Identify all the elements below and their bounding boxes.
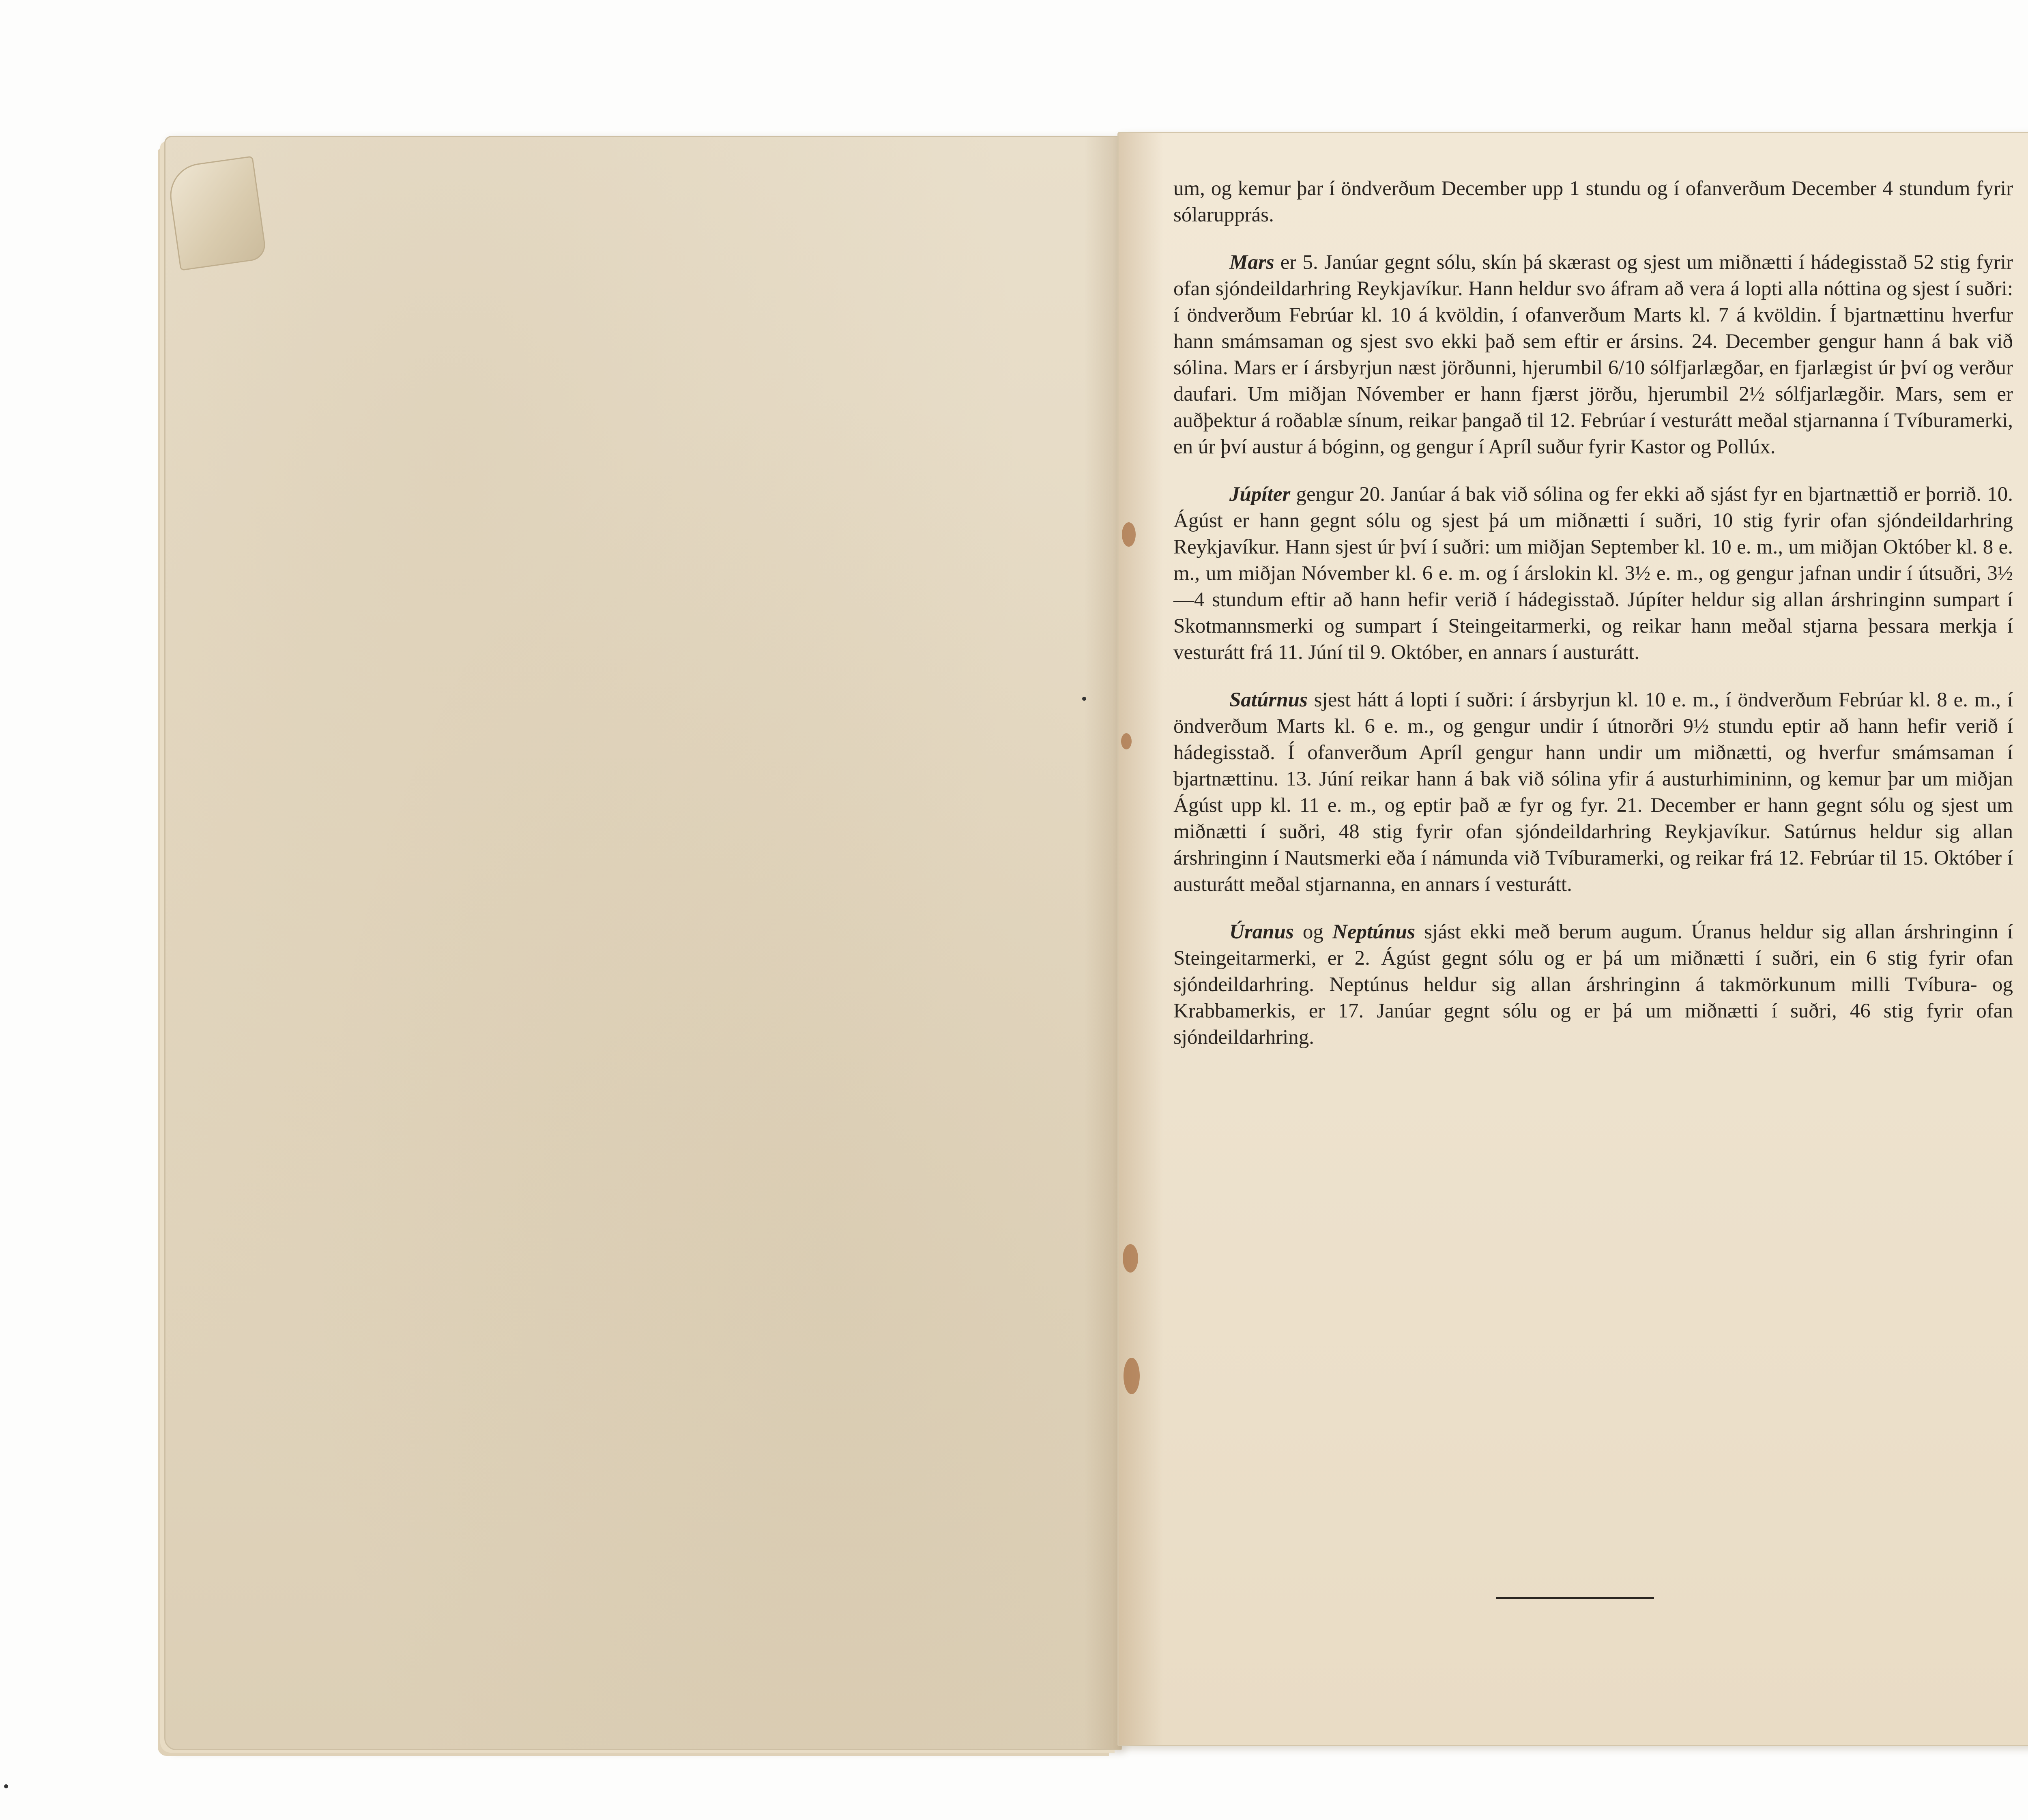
planet-name: Satúrnus [1229, 689, 1308, 711]
planet-name: Úranus [1229, 921, 1294, 943]
paragraph-jupiter [1173, 481, 2013, 666]
left-page-blank [164, 136, 1122, 1750]
end-rule [1496, 1597, 1654, 1599]
rust-stain [1122, 522, 1136, 547]
paragraph-uranus-neptune [1173, 919, 2013, 1051]
paragraph-mars [1173, 249, 2013, 460]
rust-stain [1121, 733, 1132, 749]
paragraph-text: sjest hátt á lopti í suðri: í ársbyrjun kl. 10 e. m., í öndverðum Febrúar kl. 8 e. m., í öndverðum Marts kl. 6 e. m., og gengur undir í útnorðri 9½ stundu eptir að hann hefir verið í hádegisstað. Í ofanverðum Apríl gengur hann undir um miðnætti, og hverfur smámsaman í bjartnættinu. 13. Júní reikar hann á bak við sólina yfir á austurhimininn, og kemur þar um miðjan Ágúst upp kl. 11 e. m., og eptir það æ fyr og fyr. 21. December er hann gegnt sólu og sjest um miðnætti í suðri, 48 stig fyrir ofan sjóndeildarhring Reykjavíkur. Satúrnus heldur sig allan árshringinn í Nautsmerki eða í námunda við Tvíburamerki, og reikar frá 12. Febrúar til 15. Október í austurátt meðal stjarnanna, en annars í vesturátt. [1173, 689, 2013, 896]
paragraph-text: sjást ekki með berum augum. Úranus heldur sig allan árshringinn í Steingeitarmerki, er 2. Ágúst gegnt sólu og er þá um miðnætti í suðri, ein 6 stig fyrir ofan sjóndeildarhring. Neptúnus heldur sig allan árshringinn á takmörkunum milli Tvíbura- og Krabbamerkis, er 17. Janúar gegnt sólu og er þá um miðnætti í suðri, 46 stig fyrir ofan sjóndeildarhring. [1173, 921, 2013, 1049]
paragraph [1173, 176, 2013, 228]
paragraph-saturn [1173, 687, 2013, 898]
paragraph-text: gengur 20. Janúar á bak við sólina og fer ekki að sjást fyr en bjartnættið er þorrið. 10. Ágúst er hann gegnt sólu og sjest þá um miðnætti í suðri, 10 stig fyrir ofan sjóndeildarhring Reykjavíkur. Hann sjest úr því í suðri: um miðjan September kl. 10 e. m., um miðjan Október kl. 8 e. m., um miðjan Nóvember kl. 6 e. m. og í árslokin kl. 3½ e. m., og gengur jafnan undir í útsuðri, 3½—4 stundum eftir að hann hefir verið í hádegisstað. Júpíter heldur sig allan árshringinn sumpart í Skotmannsmerki og sumpart í Steingeitarmerki, og reikar hann meðal stjarna þessara merkja í vesturátt frá 11. Júní til 9. Október, en annars í austurátt. [1173, 483, 2013, 664]
right-page [1117, 132, 2028, 1746]
planet-name: Neptúnus [1332, 921, 1416, 943]
page-text [1173, 176, 2013, 1051]
spine-shadow-right [1119, 133, 1163, 1745]
speck [4, 1784, 8, 1788]
paragraph-text: um, og kemur þar í öndverðum December upp 1 stundu og í ofanverðum December 4 stundum fyrir sólarupprás. [1173, 177, 2013, 226]
paragraph-text: er 5. Janúar gegnt sólu, skín þá skærast og sjest um miðnætti í hádegisstað 52 stig fyrir ofan sjóndeildarhring Reykjavíkur. Hann heldur svo áfram að vera á lopti alla nóttina og sjest í suðri: í öndverðum Febrúar kl. 10 á kvöldin, í ofanverðum Marts kl. 7 á kvöldin. Í bjartnættinu hverfur hann smámsaman og sjest svo ekki það sem eftir er ársins. 24. December gengur hann á bak við sólina. Mars er í ársbyrjun næst jörðunni, hjerumbil 6/10 sólfjarlægðar, en fjarlægist úr því og verður daufari. Um miðjan Nóvember er hann fjærst jörðu, hjerumbil 2½ sólfjarlægðir. Mars, sem er auðþektur á roðablæ sínum, reikar þangað til 12. Febrúar í vesturátt meðal stjarnanna í Tvíburamerki, en úr því austur á bóginn, og gengur í Apríl suður fyrir Kastor og Pollúx. [1173, 251, 2013, 458]
planet-name: Mars [1229, 251, 1274, 274]
folded-corner [166, 156, 267, 271]
planet-name: Júpíter [1229, 483, 1291, 506]
rust-stain [1123, 1244, 1138, 1273]
speck [1082, 697, 1086, 701]
connector-text: og [1293, 921, 1332, 943]
rust-stain [1124, 1358, 1140, 1394]
spine-shadow-left [1084, 137, 1121, 1749]
bleed-through-texture [165, 137, 1121, 1749]
